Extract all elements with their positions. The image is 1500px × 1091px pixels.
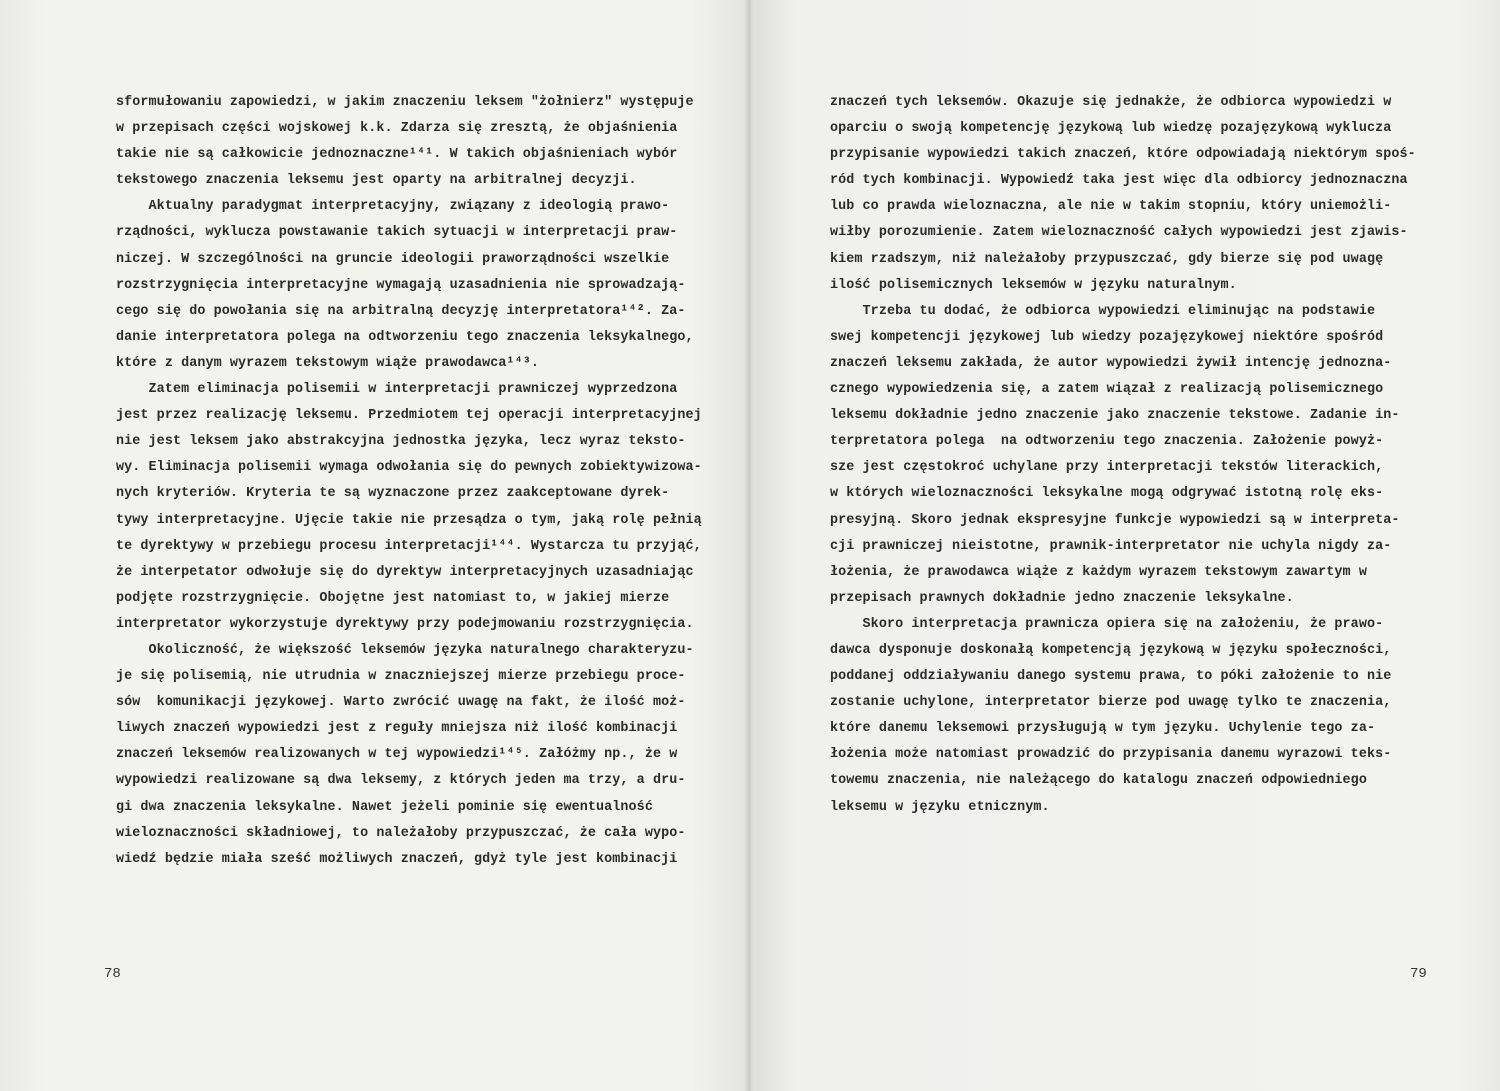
text-line: oparciu o swoją kompetencję językową lub wiedzę pozajęzykową wyklucza xyxy=(830,121,1392,137)
text-line: cznego wypowiedzenia się, a zatem wiązał z realizacją polisemicznego xyxy=(830,382,1384,398)
text-line: leksemu w języku etnicznym. xyxy=(830,799,1050,815)
text-line: podjęte rozstrzygnięcie. Obojętne jest natomiast to, w jakiej mierze xyxy=(116,590,670,606)
text-line: cego się do powołania się na arbitralną decyzję interpretatora¹⁴². Za- xyxy=(116,303,686,319)
text-line: wiłby porozumienie. Zatem wieloznaczność całych wypowiedzi jest zjawis- xyxy=(830,225,1408,241)
text-line: te dyrektywy w przebiegu procesu interpretacji¹⁴⁴. Wystarcza tu przyjąć, xyxy=(116,538,702,554)
text-line: niczej. W szczególności na gruncie ideologii praworządności wszelkie xyxy=(116,251,670,267)
text-line: sów komunikacji językowej. Warto zwrócić uwagę na fakt, że ilość moż- xyxy=(116,695,686,711)
text-line: interpretator wykorzystuje dyrektywy przy podejmowaniu rozstrzygnięcia. xyxy=(116,616,694,632)
text-line: łożenia, że prawodawca wiąże z każdym wyrazem tekstowym zawartym w xyxy=(830,564,1367,580)
text-line: tywy interpretacyjne. Ujęcie takie nie przesądza o tym, jaką rolę pełnią xyxy=(116,512,702,528)
text-line: cji prawniczej nieistotne, prawnik-interpretator nie uchyla nigdy za- xyxy=(830,538,1392,554)
text-line: Aktualny paradygmat interpretacyjny, związany z ideologią prawo- xyxy=(116,199,670,215)
text-line: Okoliczność, że większość leksemów języka naturalnego charakteryzu- xyxy=(116,642,694,658)
text-line: które z danym wyrazem tekstowym wiąże prawodawca¹⁴³. xyxy=(116,355,540,371)
text-line: wy. Eliminacja polisemii wymaga odwołania się do pewnych zobiektywizowa- xyxy=(116,460,702,476)
text-line: przypisanie wypowiedzi takich znaczeń, które odpowiadają niektórym spoś- xyxy=(830,147,1416,163)
text-line: rządności, wyklucza powstawanie takich sytuacji w interpretacji praw- xyxy=(116,225,678,241)
text-line: rozstrzygnięcia interpretacyjne wymagają uzasadnienia nie sprowadzają- xyxy=(116,277,686,293)
text-line: poddanej oddziaływaniu danego systemu prawa, to póki założenie to nie xyxy=(830,669,1392,685)
text-line: znaczeń tych leksemów. Okazuje się jednakże, że odbiorca wypowiedzi w xyxy=(830,95,1392,110)
text-line: gi dwa znaczenia leksykalne. Nawet jeżeli pominie się ewentualność xyxy=(116,799,653,815)
text-line: dawca dysponuje doskonałą kompetencją językową w języku społeczności, xyxy=(830,642,1392,658)
text-line: liwych znaczeń wypowiedzi jest z reguły mniejsza niż ilość kombinacji xyxy=(116,721,678,737)
text-line: sformułowaniu zapowiedzi, w jakim znaczeniu leksem "żołnierz" występuje xyxy=(116,95,694,110)
left-page-number: 78 xyxy=(104,966,121,982)
text-line: w których wieloznaczności leksykalne mogą odgrywać istotną rolę eks- xyxy=(830,486,1384,502)
text-line: wieloznaczności składniowej, to należałoby przypuszczać, że cała wypo- xyxy=(116,825,686,841)
text-line: ród tych kombinacji. Wypowiedź taka jest więc dla odbiorcy jednoznaczna xyxy=(830,173,1408,189)
text-line: jest przez realizację leksemu. Przedmiotem tej operacji interpretacyjnej xyxy=(116,408,702,424)
text-line: że interpetator odwołuje się do dyrektyw interpretacyjnych uzasadniając xyxy=(116,564,694,580)
text-line: Skoro interpretacja prawnicza opiera się na założeniu, że prawo- xyxy=(830,616,1384,632)
right-page-number: 79 xyxy=(1410,966,1427,982)
left-page-text xyxy=(116,90,712,873)
right-page xyxy=(750,0,1500,1091)
text-line: sze jest częstokroć uchylane przy interpretacji tekstów literackich, xyxy=(830,460,1384,476)
text-line: swej kompetencji językowej lub wiedzy pozajęzykowej niektóre spośród xyxy=(830,329,1384,345)
text-line: je się polisemią, nie utrudnia w znaczniejszej mierze przebiegu proce- xyxy=(116,669,686,685)
text-line: przepisach prawnych dokładnie jedno znaczenie leksykalne. xyxy=(830,590,1294,606)
text-line: nych kryteriów. Kryteria te są wyznaczone przez zaakceptowane dyrek- xyxy=(116,486,670,502)
text-line: danie interpretatora polega na odtworzeniu tego znaczenia leksykalnego, xyxy=(116,329,694,345)
book-gutter xyxy=(744,0,756,1091)
text-line: które danemu leksemowi przysługują w tym języku. Uchylenie tego za- xyxy=(830,721,1376,737)
text-line: nie jest leksem jako abstrakcyjna jednostka języka, lecz wyraz teksto- xyxy=(116,434,686,450)
text-line: terpretatora polega na odtworzeniu tego znaczenia. Założenie powyż- xyxy=(830,434,1384,450)
text-line: Zatem eliminacja polisemii w interpretacji prawniczej wyprzedzona xyxy=(116,382,678,398)
text-line: Trzeba tu dodać, że odbiorca wypowiedzi eliminując na podstawie xyxy=(830,303,1376,319)
text-line: wypowiedzi realizowane są dwa leksemy, z których jeden ma trzy, a dru- xyxy=(116,773,686,789)
text-line: ilość polisemicznych leksemów w języku naturalnym. xyxy=(830,277,1237,293)
text-line: znaczeń leksemów realizowanych w tej wypowiedzi¹⁴⁵. Załóżmy np., że w xyxy=(116,747,678,763)
right-page-text xyxy=(830,90,1426,821)
text-line: wiedź będzie miała sześć możliwych znaczeń, gdyż tyle jest kombinacji xyxy=(116,851,678,867)
text-line: lub co prawda wieloznaczna, ale nie w takim stopniu, który uniemożli- xyxy=(830,199,1392,215)
text-line: kiem rzadszym, niż należałoby przypuszczać, gdy bierze się pod uwagę xyxy=(830,251,1384,267)
text-line: towemu znaczenia, nie należącego do katalogu znaczeń odpowiedniego xyxy=(830,773,1367,789)
text-line: łożenia może natomiast prowadzić do przypisania danemu wyrazowi teks- xyxy=(830,747,1392,763)
text-line: znaczeń leksemu zakłada, że autor wypowiedzi żywił intencję jednozna- xyxy=(830,355,1392,371)
text-line: leksemu dokładnie jedno znaczenie jako znaczenie tekstowe. Zadanie in- xyxy=(830,408,1400,424)
text-line: presyjną. Skoro jednak ekspresyjne funkcje wypowiedzi są w interpreta- xyxy=(830,512,1400,528)
text-line: w przepisach części wojskowej k.k. Zdarza się zresztą, że objaśnienia xyxy=(116,121,678,137)
text-line: zostanie uchylone, interpretator bierze pod uwagę tylko te znaczenia, xyxy=(830,695,1392,711)
text-line: tekstowego znaczenia leksemu jest oparty na arbitralnej decyzji. xyxy=(116,173,637,189)
text-line: takie nie są całkowicie jednoznaczne¹⁴¹. W takich objaśnieniach wybór xyxy=(116,147,678,163)
